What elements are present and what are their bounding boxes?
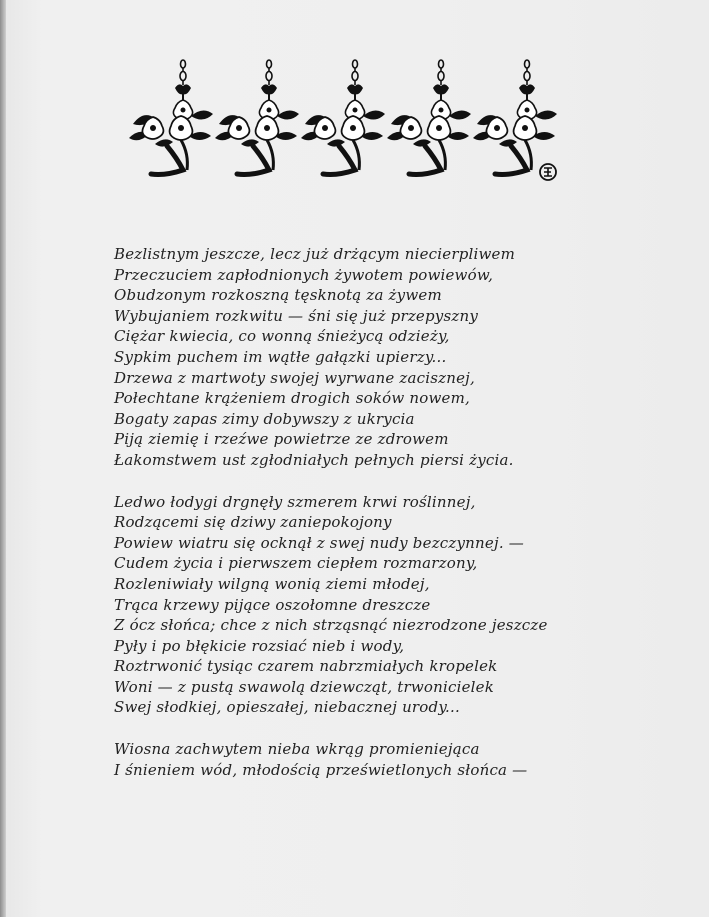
flower-branch-icon [297, 58, 387, 180]
poem-line: I śnieniem wód, młodością prześwietlonych słońca — [114, 760, 528, 779]
poem-line: Rozleniwiały wilgną wonią ziemi młodej, [114, 574, 430, 593]
poem-line: Pyły i po błękicie rozsiać nieb i wody, [114, 636, 405, 655]
poem-line: Woni — z pustą swawolą dziewcząt, trwonicielek [114, 677, 495, 696]
poem-line: Drzewa z martwoty swojej wyrwane zacisznej, [114, 368, 475, 387]
poem-line: Powiew wiatru się ocknął z swej nudy bezczynnej. — [114, 533, 524, 552]
poem-line: Cudem życia i pierwszem ciepłem rozmarzony, [114, 554, 478, 573]
poem-stanza [114, 739, 534, 780]
flower-branch-icon [211, 58, 301, 180]
poem-line: Wybujaniem rozkwitu — śni się już przepyszny [114, 306, 479, 325]
poem-line: Sypkim puchem im wątłe gałązki upierzy... [114, 347, 447, 366]
poem-line: Obudzonym rozkoszną tęsknotą za żywem [114, 286, 442, 305]
poem-line: Bezlistnym jeszcze, lecz już drżącym niecierpliwem [114, 245, 516, 263]
flower-branch-icon [125, 58, 215, 180]
poem-line: Trąca krzewy pijące oszołomne dreszcze [114, 595, 431, 614]
flower-branch-icon [383, 58, 473, 180]
poem-line: Swej słodkiej, opieszałej, niebacznej urody... [114, 698, 460, 717]
poem-line: Z ócz słońca; chce z nich strząsnąć niezrodzone jeszcze [114, 616, 548, 635]
page-gutter-shadow [0, 0, 6, 917]
poem-line: Połechtane krążeniem drogich soków nowem, [114, 389, 470, 408]
poem-stanza [114, 244, 534, 471]
poem-line: Bogaty zapas zimy dobywszy z ukrycia [114, 409, 415, 428]
poem-line: Roztrwonić tysiąc czarem nabrzmiałych kropelek [114, 657, 498, 676]
poem-line: Piją ziemię i rzeźwe powietrze ze zdrowem [114, 430, 449, 449]
poem-line: Ledwo łodygi drgnęły szmerem krwi roślinnej, [114, 492, 476, 511]
poem-line: Łakomstwem ust zgłodniałych pełnych piersi życia. [114, 450, 514, 469]
ornament-row [125, 58, 565, 184]
poem-line: Ciężar kwiecia, co wonną śnieżycą odzieży, [114, 327, 450, 346]
poem-line: Wiosna zachwytem nieba wkrąg promieniejąca [114, 740, 480, 759]
poem-line: Rodzącemi się dziwy zaniepokojony [114, 513, 392, 532]
poem-line: Przeczuciem zapłodnionych żywotem powiewów, [114, 265, 494, 284]
poem-stanza [114, 492, 548, 719]
poem [114, 244, 548, 801]
artist-monogram-icon [538, 162, 558, 182]
